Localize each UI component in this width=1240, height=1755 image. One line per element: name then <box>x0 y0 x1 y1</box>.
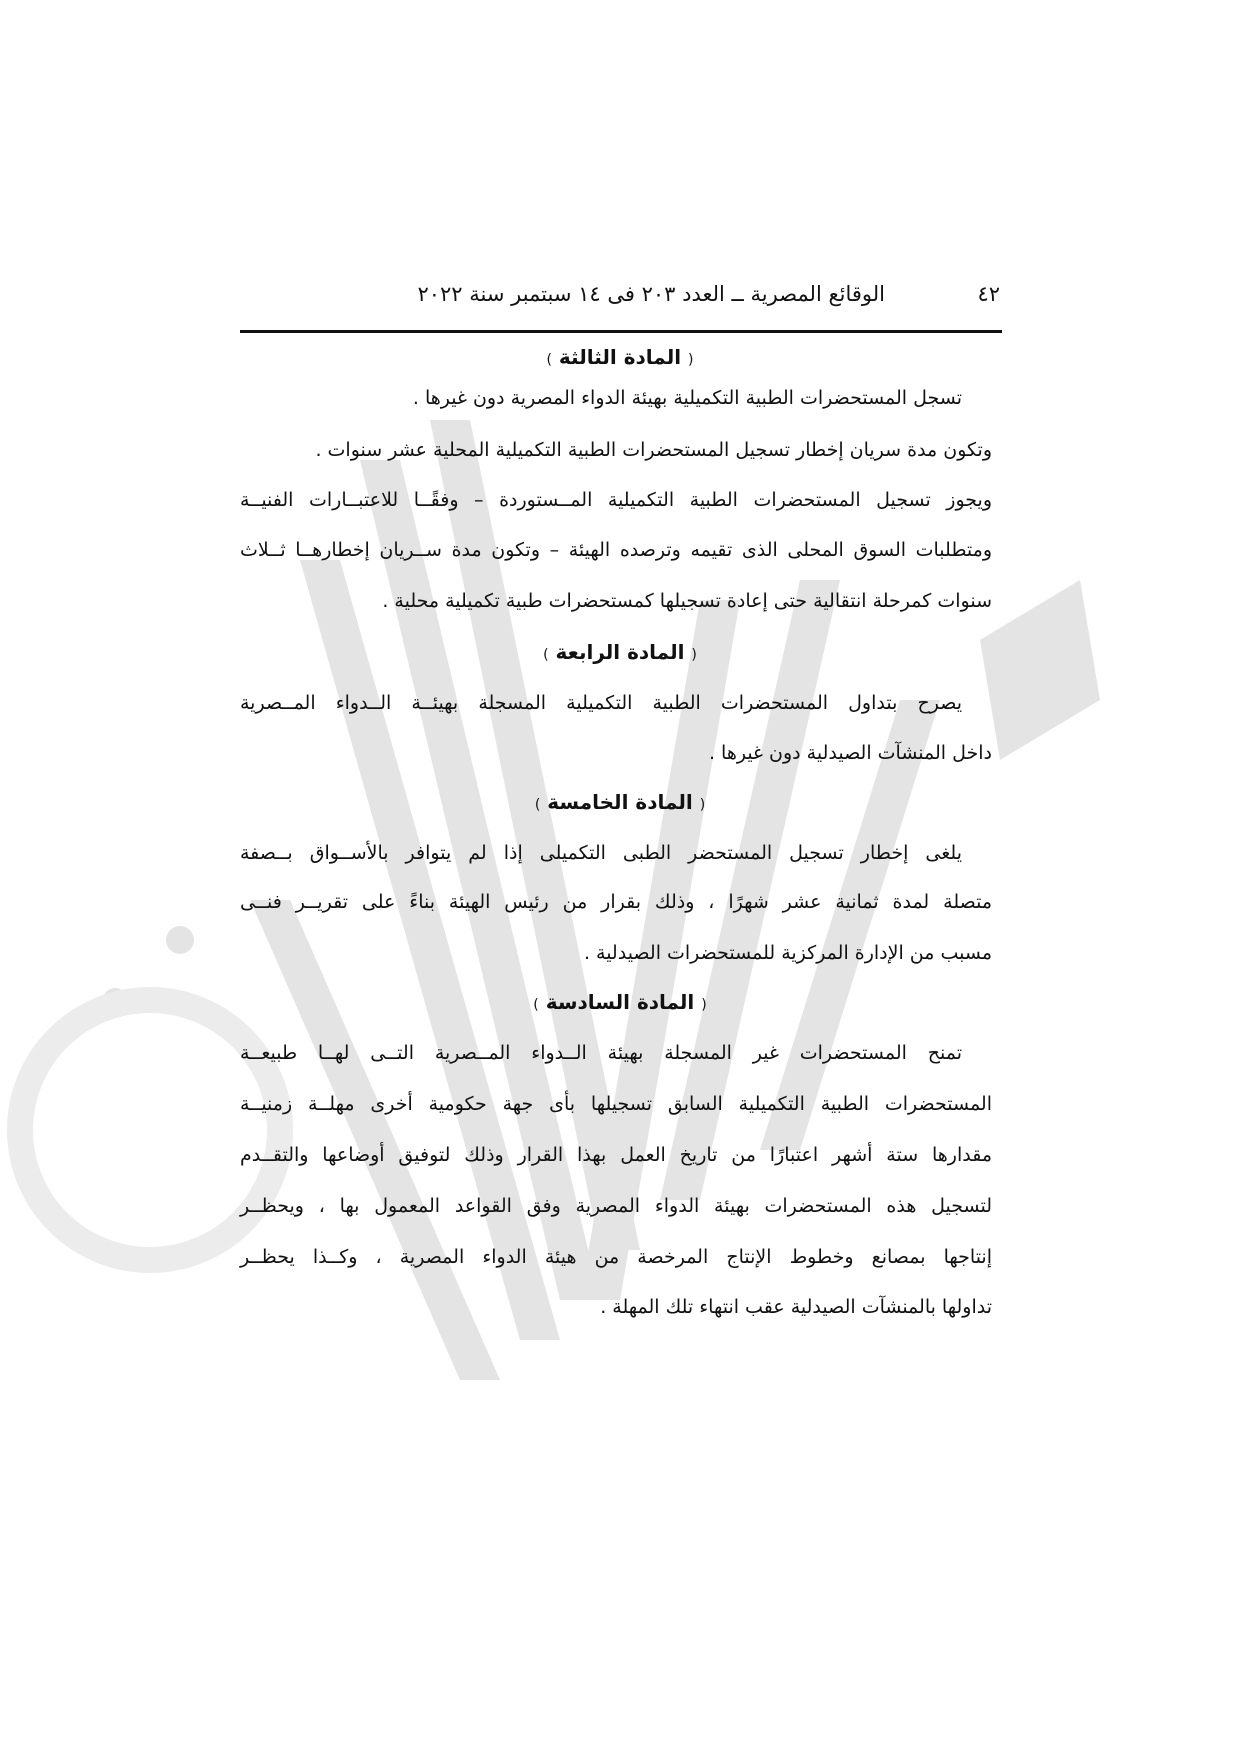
page-header <box>240 282 1000 316</box>
paragraph-line: سنوات كمرحلة انتقالية حتى إعادة تسجيلها كمستحضرات طبية تكميلية محلية . <box>382 590 992 612</box>
paragraph-line: مسبب من الإدارة المركزية للمستحضرات الصيدلية . <box>583 942 992 964</box>
paragraph-line: المستحضرات الطبية التكميلية السابق تسجيلها بأى جهة حكومية أخرى مهلــة زمنيــة <box>240 1093 992 1115</box>
paren-close: ) <box>534 797 541 813</box>
article-heading <box>240 345 1000 369</box>
paragraph-line: متصلة لمدة ثمانية عشر شهرًا ، وذلك بقرار من رئيس الهيئة بناءً على تقريــر فنــى <box>240 891 992 913</box>
paragraph-line: ومتطلبات السوق المحلى الذى تقيمه وترصده الهيئة – وتكون مدة ســريان إخطارهــا ثــلاث <box>240 539 992 561</box>
paren-open: ( <box>688 352 694 368</box>
paragraph-line: مقدارها ستة أشهر اعتبارًا من تاريخ العمل بهذا القرار وذلك لتوفيق أوضاعها والتقــدم <box>240 1144 992 1166</box>
paragraph-line: إنتاجها بمصانع وخطوط الإنتاج المرخصة من هيئة الدواء المصرية ، وكــذا يحظــر <box>240 1246 992 1268</box>
paren-open: ( <box>699 797 706 813</box>
heading-text: المادة الخامسة <box>547 790 693 814</box>
article-heading <box>240 640 1000 664</box>
article-heading <box>240 790 1000 814</box>
paragraph-line: تداولها بالمنشآت الصيدلية عقب انتهاء تلك المهلة . <box>600 1296 992 1318</box>
heading-text: المادة الثالثة <box>558 345 682 369</box>
heading-text: المادة السادسة <box>545 990 695 1014</box>
paragraph-line: وتكون مدة سريان إخطار تسجيل المستحضرات الطبية التكميلية المحلية عشر سنوات . <box>315 439 992 461</box>
article-heading <box>240 990 1000 1014</box>
paragraph-line: ويجوز تسجيل المستحضرات الطبية التكميلية المــستوردة – وفقًــا للاعتبــارات الفنيــة <box>240 489 992 511</box>
paren-close: ) <box>533 997 539 1013</box>
paren-close: ) <box>546 352 552 368</box>
paragraph-line: يصرح بتداول المستحضرات الطبية التكميلية المسجلة بهيئــة الــدواء المــصرية <box>240 692 962 714</box>
heading-text: المادة الرابعة <box>555 640 685 664</box>
paragraph-line: يلغى إخطار تسجيل المستحضر الطبى التكميلى إذا لم يتوافر بالأســواق بــصفة <box>240 842 962 864</box>
paren-open: ( <box>691 647 697 663</box>
header-rule <box>240 330 1002 333</box>
paragraph-line: لتسجيل هذه المستحضرات بهيئة الدواء المصرية وفق القواعد المعمول بها ، ويحظــر <box>240 1195 992 1217</box>
paren-open: ( <box>701 997 707 1013</box>
gazette-title: الوقائع المصرية ــ العدد ٢٠٣ فى ١٤ سبتمبر سنة ٢٠٢٢ <box>417 282 885 306</box>
paragraph-line: تسجل المستحضرات الطبية التكميلية بهيئة الدواء المصرية دون غيرها . <box>412 387 962 409</box>
paragraph-line: داخل المنشآت الصيدلية دون غيرها . <box>708 742 992 764</box>
page-number: ٤٢ <box>977 282 1000 306</box>
paren-close: ) <box>543 647 549 663</box>
paragraph-line: تمنح المستحضرات غير المسجلة بهيئة الــدواء المــصرية التــى لهــا طبيعــة <box>240 1042 962 1064</box>
